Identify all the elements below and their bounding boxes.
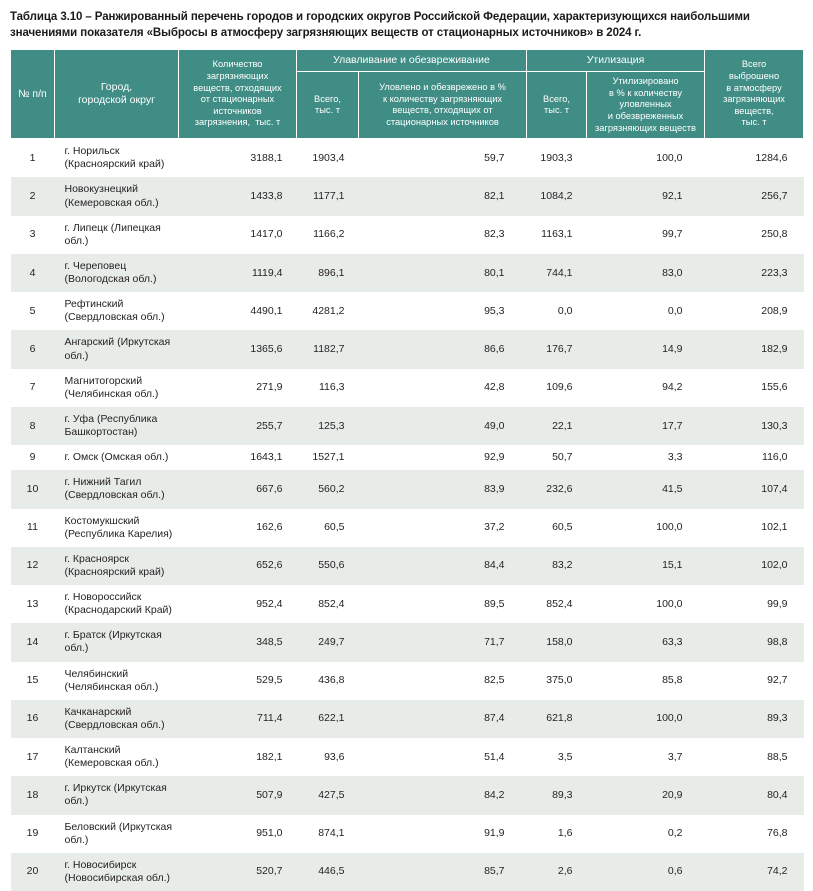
row-emissions: 529,5 <box>179 662 297 700</box>
row-util-pct: 14,9 <box>587 330 705 368</box>
row-capture-total: 446,5 <box>297 853 359 891</box>
header-capture-total: Всего, тыс. т <box>297 72 359 139</box>
header-index: № п/п <box>11 50 55 139</box>
row-capture-pct: 82,3 <box>359 216 527 254</box>
table-header <box>11 50 804 139</box>
row-util-pct: 94,2 <box>587 369 705 407</box>
row-index: 12 <box>11 547 55 585</box>
row-util-pct: 100,0 <box>587 139 705 178</box>
row-index: 4 <box>11 254 55 292</box>
table-row <box>11 547 804 585</box>
row-util-pct: 99,7 <box>587 216 705 254</box>
row-capture-total: 125,3 <box>297 407 359 445</box>
row-city: г. Омск (Омская обл.) <box>55 445 179 470</box>
row-city: Костомукшский (Республика Карелия) <box>55 509 179 547</box>
row-emissions: 182,1 <box>179 738 297 776</box>
row-util-total: 1903,3 <box>527 139 587 178</box>
row-index: 7 <box>11 369 55 407</box>
table-row <box>11 407 804 445</box>
table-row <box>11 445 804 470</box>
row-util-total: 3,5 <box>527 738 587 776</box>
row-city: г. Братск (Иркутская обл.) <box>55 623 179 661</box>
row-emissions: 952,4 <box>179 585 297 623</box>
row-emissions: 162,6 <box>179 509 297 547</box>
row-util-pct: 41,5 <box>587 470 705 508</box>
row-capture-total: 874,1 <box>297 815 359 853</box>
row-capture-total: 896,1 <box>297 254 359 292</box>
header-util-pct: Утилизировано в % к количеству уловленных и обезвреженных загрязняющих веществ <box>587 72 705 139</box>
row-index: 6 <box>11 330 55 368</box>
row-capture-pct: 80,1 <box>359 254 527 292</box>
table-row <box>11 292 804 330</box>
table-row <box>11 662 804 700</box>
row-util-total: 744,1 <box>527 254 587 292</box>
table-row <box>11 254 804 292</box>
row-capture-pct: 42,8 <box>359 369 527 407</box>
table-row <box>11 330 804 368</box>
row-capture-total: 427,5 <box>297 776 359 814</box>
row-total-emitted: 155,6 <box>705 369 804 407</box>
row-city: Беловский (Иркутская обл.) <box>55 815 179 853</box>
row-city: Челябинский (Челябинская обл.) <box>55 662 179 700</box>
row-emissions: 348,5 <box>179 623 297 661</box>
row-total-emitted: 107,4 <box>705 470 804 508</box>
row-capture-pct: 86,6 <box>359 330 527 368</box>
row-city: Новокузнецкий (Кемеровская обл.) <box>55 177 179 215</box>
row-capture-total: 116,3 <box>297 369 359 407</box>
table-row <box>11 369 804 407</box>
row-util-total: 2,6 <box>527 853 587 891</box>
row-total-emitted: 102,0 <box>705 547 804 585</box>
row-city: Калтанский (Кемеровская обл.) <box>55 738 179 776</box>
row-util-total: 22,1 <box>527 407 587 445</box>
table-body <box>11 139 804 891</box>
row-emissions: 1433,8 <box>179 177 297 215</box>
header-group-utilization: Утилизация <box>527 50 705 72</box>
row-index: 20 <box>11 853 55 891</box>
row-capture-pct: 51,4 <box>359 738 527 776</box>
row-capture-pct: 82,1 <box>359 177 527 215</box>
row-emissions: 255,7 <box>179 407 297 445</box>
header-group-capture: Улавливание и обезвреживание <box>297 50 527 72</box>
row-index: 17 <box>11 738 55 776</box>
row-capture-total: 1177,1 <box>297 177 359 215</box>
row-city: г. Новосибирск (Новосибирская обл.) <box>55 853 179 891</box>
row-capture-total: 1527,1 <box>297 445 359 470</box>
row-util-total: 1163,1 <box>527 216 587 254</box>
row-total-emitted: 223,3 <box>705 254 804 292</box>
row-city: Магнитогорский (Челябинская обл.) <box>55 369 179 407</box>
table-row <box>11 509 804 547</box>
row-total-emitted: 182,9 <box>705 330 804 368</box>
table-row <box>11 623 804 661</box>
row-emissions: 507,9 <box>179 776 297 814</box>
table-row <box>11 815 804 853</box>
row-capture-total: 249,7 <box>297 623 359 661</box>
row-emissions: 1417,0 <box>179 216 297 254</box>
row-index: 3 <box>11 216 55 254</box>
row-util-pct: 3,3 <box>587 445 705 470</box>
row-total-emitted: 80,4 <box>705 776 804 814</box>
table-row <box>11 177 804 215</box>
row-emissions: 271,9 <box>179 369 297 407</box>
row-city: г. Норильск (Красноярский край) <box>55 139 179 178</box>
row-util-pct: 0,0 <box>587 292 705 330</box>
row-util-pct: 3,7 <box>587 738 705 776</box>
row-city: г. Красноярск (Красноярский край) <box>55 547 179 585</box>
row-util-total: 89,3 <box>527 776 587 814</box>
row-index: 19 <box>11 815 55 853</box>
row-util-total: 852,4 <box>527 585 587 623</box>
row-util-pct: 0,6 <box>587 853 705 891</box>
row-capture-total: 852,4 <box>297 585 359 623</box>
row-util-total: 50,7 <box>527 445 587 470</box>
table-row <box>11 139 804 178</box>
row-util-pct: 100,0 <box>587 585 705 623</box>
row-util-total: 60,5 <box>527 509 587 547</box>
row-capture-total: 436,8 <box>297 662 359 700</box>
row-util-pct: 15,1 <box>587 547 705 585</box>
row-city: г. Уфа (Республика Башкортостан) <box>55 407 179 445</box>
header-city: Город, городской округ <box>55 50 179 139</box>
row-emissions: 667,6 <box>179 470 297 508</box>
row-emissions: 652,6 <box>179 547 297 585</box>
row-index: 14 <box>11 623 55 661</box>
row-city: Ангарский (Иркутская обл.) <box>55 330 179 368</box>
row-emissions: 1119,4 <box>179 254 297 292</box>
row-util-pct: 0,2 <box>587 815 705 853</box>
table-row <box>11 776 804 814</box>
row-util-total: 1084,2 <box>527 177 587 215</box>
row-util-total: 109,6 <box>527 369 587 407</box>
row-index: 2 <box>11 177 55 215</box>
row-capture-total: 622,1 <box>297 700 359 738</box>
row-city: г. Нижний Тагил (Свердловская обл.) <box>55 470 179 508</box>
row-total-emitted: 99,9 <box>705 585 804 623</box>
row-capture-pct: 82,5 <box>359 662 527 700</box>
row-capture-total: 1182,7 <box>297 330 359 368</box>
row-util-total: 0,0 <box>527 292 587 330</box>
row-util-pct: 100,0 <box>587 700 705 738</box>
row-capture-total: 93,6 <box>297 738 359 776</box>
emissions-table <box>10 49 804 891</box>
table-caption: Таблица 3.10 – Ранжированный перечень городов и городских округов Российской Федерации, характеризующихся наибольшими значениями показателя «Выбросы в атмосферу загрязняющих веществ от стационарных источников» в 2024 г. <box>10 11 750 39</box>
row-total-emitted: 92,7 <box>705 662 804 700</box>
row-total-emitted: 130,3 <box>705 407 804 445</box>
row-util-total: 158,0 <box>527 623 587 661</box>
row-city: Рефтинский (Свердловская обл.) <box>55 292 179 330</box>
row-total-emitted: 74,2 <box>705 853 804 891</box>
row-capture-pct: 84,4 <box>359 547 527 585</box>
row-util-pct: 92,1 <box>587 177 705 215</box>
row-capture-pct: 85,7 <box>359 853 527 891</box>
row-total-emitted: 102,1 <box>705 509 804 547</box>
row-index: 11 <box>11 509 55 547</box>
row-capture-pct: 59,7 <box>359 139 527 178</box>
row-index: 13 <box>11 585 55 623</box>
row-emissions: 711,4 <box>179 700 297 738</box>
row-index: 1 <box>11 139 55 178</box>
row-city: г. Липецк (Липецкая обл.) <box>55 216 179 254</box>
row-capture-pct: 71,7 <box>359 623 527 661</box>
row-index: 8 <box>11 407 55 445</box>
row-total-emitted: 76,8 <box>705 815 804 853</box>
row-util-pct: 100,0 <box>587 509 705 547</box>
row-total-emitted: 89,3 <box>705 700 804 738</box>
row-util-total: 1,6 <box>527 815 587 853</box>
row-index: 16 <box>11 700 55 738</box>
row-total-emitted: 250,8 <box>705 216 804 254</box>
row-capture-total: 1166,2 <box>297 216 359 254</box>
table-row <box>11 700 804 738</box>
row-capture-pct: 91,9 <box>359 815 527 853</box>
row-emissions: 520,7 <box>179 853 297 891</box>
row-city: г. Иркутск (Иркутская обл.) <box>55 776 179 814</box>
row-index: 15 <box>11 662 55 700</box>
row-total-emitted: 98,8 <box>705 623 804 661</box>
row-capture-pct: 89,5 <box>359 585 527 623</box>
row-emissions: 1365,6 <box>179 330 297 368</box>
row-total-emitted: 1284,6 <box>705 139 804 178</box>
row-util-pct: 83,0 <box>587 254 705 292</box>
row-util-total: 83,2 <box>527 547 587 585</box>
row-capture-pct: 95,3 <box>359 292 527 330</box>
row-capture-total: 560,2 <box>297 470 359 508</box>
row-index: 18 <box>11 776 55 814</box>
table-row <box>11 216 804 254</box>
table-row <box>11 585 804 623</box>
row-util-pct: 17,7 <box>587 407 705 445</box>
row-util-pct: 20,9 <box>587 776 705 814</box>
row-util-total: 621,8 <box>527 700 587 738</box>
row-city: г. Череповец (Вологодская обл.) <box>55 254 179 292</box>
row-emissions: 3188,1 <box>179 139 297 178</box>
row-total-emitted: 88,5 <box>705 738 804 776</box>
row-index: 9 <box>11 445 55 470</box>
row-emissions: 951,0 <box>179 815 297 853</box>
row-emissions: 4490,1 <box>179 292 297 330</box>
row-util-pct: 63,3 <box>587 623 705 661</box>
table-header-group-row <box>11 50 804 72</box>
header-capture-pct: Уловлено и обезврежено в % к количеству загрязняющих веществ, отходящих от стационарных источников <box>359 72 527 139</box>
row-index: 5 <box>11 292 55 330</box>
row-capture-pct: 83,9 <box>359 470 527 508</box>
row-capture-pct: 37,2 <box>359 509 527 547</box>
row-capture-total: 60,5 <box>297 509 359 547</box>
row-capture-total: 4281,2 <box>297 292 359 330</box>
row-capture-total: 550,6 <box>297 547 359 585</box>
row-util-total: 232,6 <box>527 470 587 508</box>
row-capture-total: 1903,4 <box>297 139 359 178</box>
row-total-emitted: 116,0 <box>705 445 804 470</box>
header-emissions: Количество загрязняющих веществ, отходящих от стационарных источников загрязнения, тыс. т <box>179 50 297 139</box>
row-capture-pct: 49,0 <box>359 407 527 445</box>
row-total-emitted: 208,9 <box>705 292 804 330</box>
row-city: г. Новороссийск (Краснодарский Край) <box>55 585 179 623</box>
row-util-pct: 85,8 <box>587 662 705 700</box>
row-emissions: 1643,1 <box>179 445 297 470</box>
header-total-emitted: Всего выброшено в атмосферу загрязняющих веществ, тыс. т <box>705 50 804 139</box>
row-capture-pct: 84,2 <box>359 776 527 814</box>
row-capture-pct: 92,9 <box>359 445 527 470</box>
row-index: 10 <box>11 470 55 508</box>
table-row <box>11 738 804 776</box>
row-city: Качканарский (Свердловская обл.) <box>55 700 179 738</box>
row-util-total: 176,7 <box>527 330 587 368</box>
row-total-emitted: 256,7 <box>705 177 804 215</box>
header-util-total: Всего, тыс. т <box>527 72 587 139</box>
table-row <box>11 470 804 508</box>
row-util-total: 375,0 <box>527 662 587 700</box>
row-capture-pct: 87,4 <box>359 700 527 738</box>
